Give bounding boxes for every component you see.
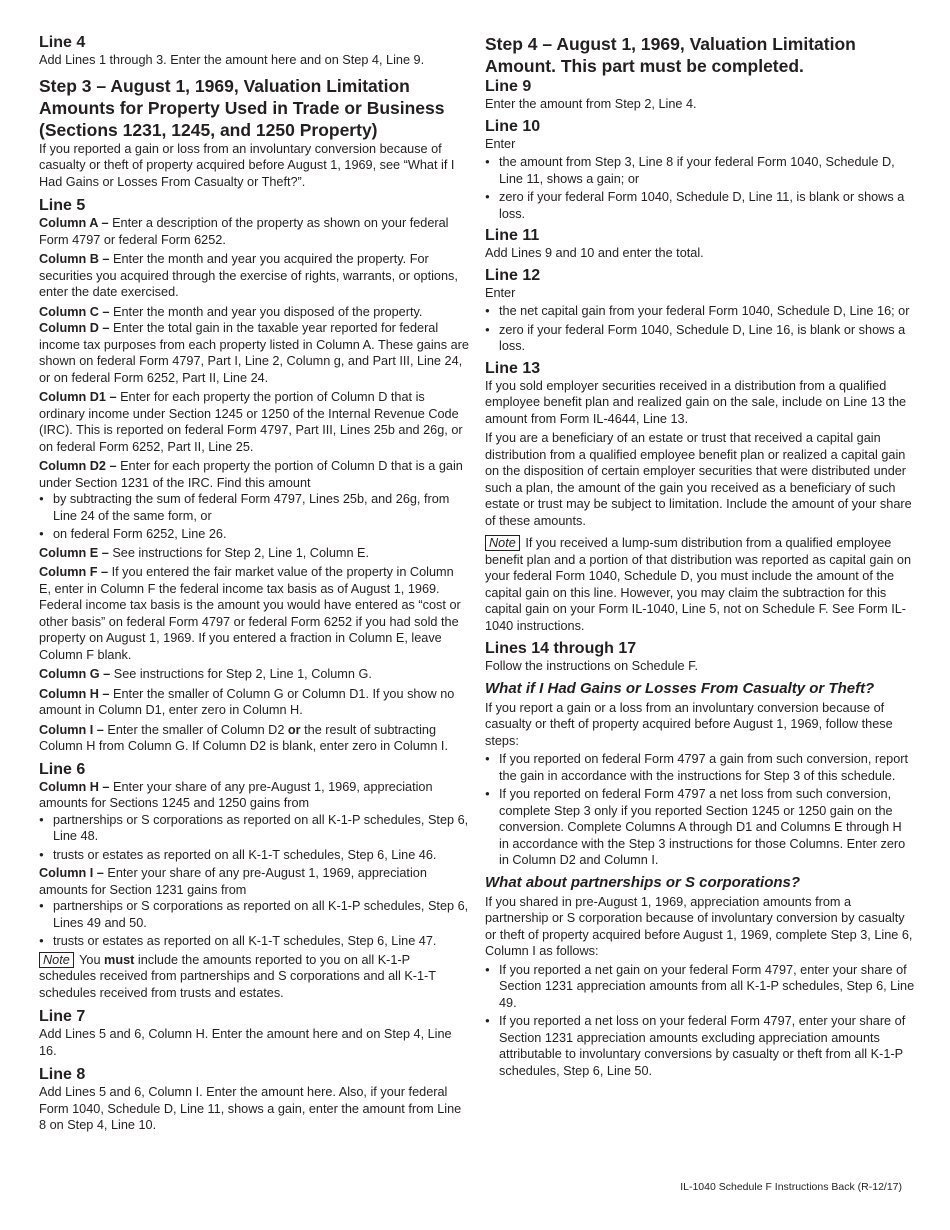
column-label: Column E – <box>39 545 109 560</box>
left-column <box>39 33 469 1134</box>
line13-paragraph-2: If you are a beneficiary of an estate or trust that received a capital gain distribution from a qualified employee benefit plan or realized a capital gain on the disposition of certain employer securities that were distributed under such a plan, the amount of the gain you received as a beneficiary of such estate or trust may be subject to limitation. Include the amount of your share of these amounts. <box>485 431 912 528</box>
line6-column-i: Column I – Enter your share of any pre-August 1, 1969, appreciation amounts for Section 1231 gains from <box>39 866 427 897</box>
line5-column-f: Column F – If you entered the fair market value of the property in Column E, enter in Column F the federal income tax basis as of August 1, 1969. Federal income tax basis is the amount you would have entered as “cost or other basis” on federal Form 4797 or federal Form 6252 if you had sold the property on August 1, 1969. If you entered a fraction in Column E, leave Column F blank. <box>39 565 461 662</box>
list-item: ● If you reported a net gain on your federal Form 4797, enter your share of Section 1231 appreciation amounts from all K-1-P schedules, Step 6, Line 49. <box>485 962 915 1012</box>
lines14-17-heading: Lines 14 through 17 <box>485 640 637 657</box>
step4-heading: Step 4 – August 1, 1969, Valuation Limitation Amount. This part must be completed. <box>485 34 856 76</box>
line6-column-i-bullets <box>39 898 469 950</box>
line5-column-d: Column D – Enter the total gain in the taxable year reported for federal income tax purposes from each property listed in Column A. These gains are shown on federal Form 4797, Part I, Line 2, Column g, and Part III, Line 24, or on federal Form 6252, Part II, Line 24. <box>39 321 469 385</box>
line5-column-g: Column G – See instructions for Step 2, Line 1, Column G. <box>39 667 372 681</box>
line5-heading: Line 5 <box>39 197 86 214</box>
list-item: ● the net capital gain from your federal Form 1040, Schedule D, Line 16; or <box>485 303 915 320</box>
line5-column-a: Column A – Enter a description of the property as shown on your federal Form 4797 or federal Form 6252. <box>39 216 449 247</box>
column-label: Column I – <box>39 722 104 737</box>
line5-column-c: Column C – Enter the month and year you disposed of the property. <box>39 304 423 319</box>
column-label: Column D1 – <box>39 390 117 404</box>
step3-text: If you reported a gain or loss from an involuntary conversion because of casualty or theft of property acquired before August 1, 1969, see “What if I Had Gains or Losses From Casualty or Theft?”. <box>39 141 455 189</box>
line13-note: Note If you received a lump-sum distribution from a qualified employee benefit plan and a portion of that distribution was reported as capital gain on your federal Form 1040, Schedule D, you must include the amount of the capital gain on this line. However, you may claim the subtraction for this capital gain on your Form IL-1040, Line 5, not on Schedule F. See Form IL-1040 instructions. <box>485 536 912 633</box>
list-item: ● If you reported on federal Form 4797 a gain from such conversion, report the gain in accordance with the instructions for Step 3 of this schedule. <box>485 751 915 784</box>
list-item: ● partnerships or S corporations as reported on all K-1-P schedules, Step 6, Line 48. <box>39 812 469 845</box>
line9-text: Enter the amount from Step 2, Line 4. <box>485 97 697 111</box>
line5-column-h: Column H – Enter the smaller of Column G or Column D1. If you show no amount in Column D1, enter zero in Column H. <box>39 686 455 717</box>
list-item: ● the amount from Step 3, Line 8 if your federal Form 1040, Schedule D, Line 11, shows a gain; or <box>485 154 915 187</box>
partnerships-heading: What about partnerships or S corporations? <box>485 873 801 891</box>
note-tag: Note <box>485 535 520 551</box>
line10-bullets <box>485 154 915 222</box>
line5-column-b: Column B – Enter the month and year you acquired the property. For securities you acquired through the exercise of rights, warrants, or options, enter the date exercised. <box>39 252 458 299</box>
column-label: Column C – <box>39 304 110 319</box>
lines14-17-text: Follow the instructions on Schedule F. <box>485 659 698 673</box>
list-item: ● If you reported a net loss on your federal Form 4797, enter your share of Section 1231 appreciation amounts excluding appreciation amounts attributable to involuntary conversions by casualty or theft from all K-1-P schedules, Step 6, Line 50. <box>485 1013 915 1079</box>
column-label: Column H – <box>39 686 110 701</box>
column-label: Column I – <box>39 866 104 880</box>
partnerships-bullets <box>485 962 915 1080</box>
line6-column-h: Column H – Enter your share of any pre-August 1, 1969, appreciation amounts for Sections 1245 and 1250 gains from <box>39 779 433 810</box>
casualty-bullets <box>485 751 915 869</box>
list-item: ● If you reported on federal Form 4797 a net loss from such conversion, complete Step 3 only if you reported Section 1245 or 1250 gain on the conversion. Complete Columns A through D1 and Columns E through H in accordance with the Step 3 instructions for those Columns. Enter zero in Column D2 and Column I. <box>485 786 915 869</box>
column-label: Column G – <box>39 667 111 681</box>
casualty-heading: What if I Had Gains or Losses From Casualty or Theft? <box>485 679 875 697</box>
casualty-text: If you report a gain or a loss from an involuntary conversion because of casualty or theft of property acquired before August 1, 1969, follow these steps: <box>485 700 893 748</box>
line10-text: Enter <box>485 136 516 151</box>
line12-heading: Line 12 <box>485 266 541 284</box>
line7-heading: Line 7 <box>39 1008 86 1025</box>
line12-text: Enter <box>485 285 516 300</box>
line11-text: Add Lines 9 and 10 and enter the total. <box>485 246 704 260</box>
line5-column-d2: Column D2 – Enter for each property the portion of Column D that is a gain under Section 1231 of the IRC. Find this amount <box>39 459 463 490</box>
line6-column-h-bullets <box>39 812 469 864</box>
column-label: Column F – <box>39 565 109 579</box>
list-item: ● trusts or estates as reported on all K-1-T schedules, Step 6, Line 47. <box>39 933 469 950</box>
column-label: Column A – <box>39 216 109 230</box>
line11-heading: Line 11 <box>485 227 540 244</box>
column-label: Column D – <box>39 321 110 335</box>
list-item: ● zero if your federal Form 1040, Schedule D, Line 16, is blank or shows a loss. <box>485 322 915 355</box>
line5-column-e: Column E – See instructions for Step 2, Line 1, Column E. <box>39 545 370 560</box>
line6-heading: Line 6 <box>39 760 86 778</box>
line12-bullets <box>485 303 915 355</box>
line8-heading: Line 8 <box>39 1066 86 1083</box>
line13-paragraph-1: If you sold employer securities received in a distribution from a qualified employee benefit plan and realized gain on the sale, include on Line 13 the amount from Form IL-4644, Line 13. <box>485 378 907 426</box>
line5-column-i: Column I – Enter the smaller of Column D2 or the result of subtracting Column H from Column G. If Column D2 is blank, enter zero in Column I. <box>39 722 448 753</box>
list-item: ● partnerships or S corporations as reported on all K-1-P schedules, Step 6, Lines 49 and 50. <box>39 898 469 931</box>
list-item: ● zero if your federal Form 1040, Schedule D, Line 11, is blank or shows a loss. <box>485 189 915 222</box>
list-item: ● on federal Form 6252, Line 26. <box>39 526 469 543</box>
note-tag: Note <box>39 952 74 968</box>
column-label: Column D2 – <box>39 459 117 473</box>
partnerships-text: If you shared in pre-August 1, 1969, appreciation amounts from a partnership or S corporation because of involuntary conversion by casualty or theft of property acquired before August 1, 1969, complete Step 3, Line 6, Column I as follows: <box>485 894 913 958</box>
list-item: ● by subtracting the sum of federal Form 4797, Lines 25b, and 26g, from Line 24 of the same form, or <box>39 491 469 524</box>
page-footer: IL-1040 Schedule F Instructions Back (R-12/17) <box>680 1181 902 1193</box>
column-label: Column B – <box>39 252 110 266</box>
line4-heading: Line 4 <box>39 34 86 51</box>
right-column <box>485 33 915 1081</box>
line13-heading: Line 13 <box>485 359 541 377</box>
column-label: Column H – <box>39 779 110 794</box>
column-d2-bullets <box>39 491 469 543</box>
list-item: ● trusts or estates as reported on all K-1-T schedules, Step 6, Line 46. <box>39 847 469 864</box>
line9-heading: Line 9 <box>485 78 532 95</box>
line4-text: Add Lines 1 through 3. Enter the amount here and on Step 4, Line 9. <box>39 53 425 67</box>
step3-heading: Step 3 – August 1, 1969, Valuation Limitation Amounts for Property Used in Trade or Business (Sections 1231, 1245, and 1250 Property) <box>39 75 445 140</box>
line7-text: Add Lines 5 and 6, Column H. Enter the amount here and on Step 4, Line 16. <box>39 1027 452 1058</box>
line5-column-d1: Column D1 – Enter for each property the portion of Column D that is ordinary income under Section 1245 or 1250 of the Internal Revenue Code (IRC). This is reported on federal Form 4797, Part III, Lines 25b and 26g, or on federal Form 6252, Part II, Line 25. <box>39 390 463 454</box>
line8-text: Add Lines 5 and 6, Column I. Enter the amount here. Also, if your federal Form 1040, Schedule D, Line 11, shows a gain, enter the amount from Line 8 on Step 4, Line 10. <box>39 1085 462 1132</box>
line10-heading: Line 10 <box>485 117 541 135</box>
line6-note: Note You must include the amounts reported to you on all K-1-P schedules received from partnerships and S corporations and all K-1-T schedules received from trusts and estates. <box>39 952 436 1000</box>
